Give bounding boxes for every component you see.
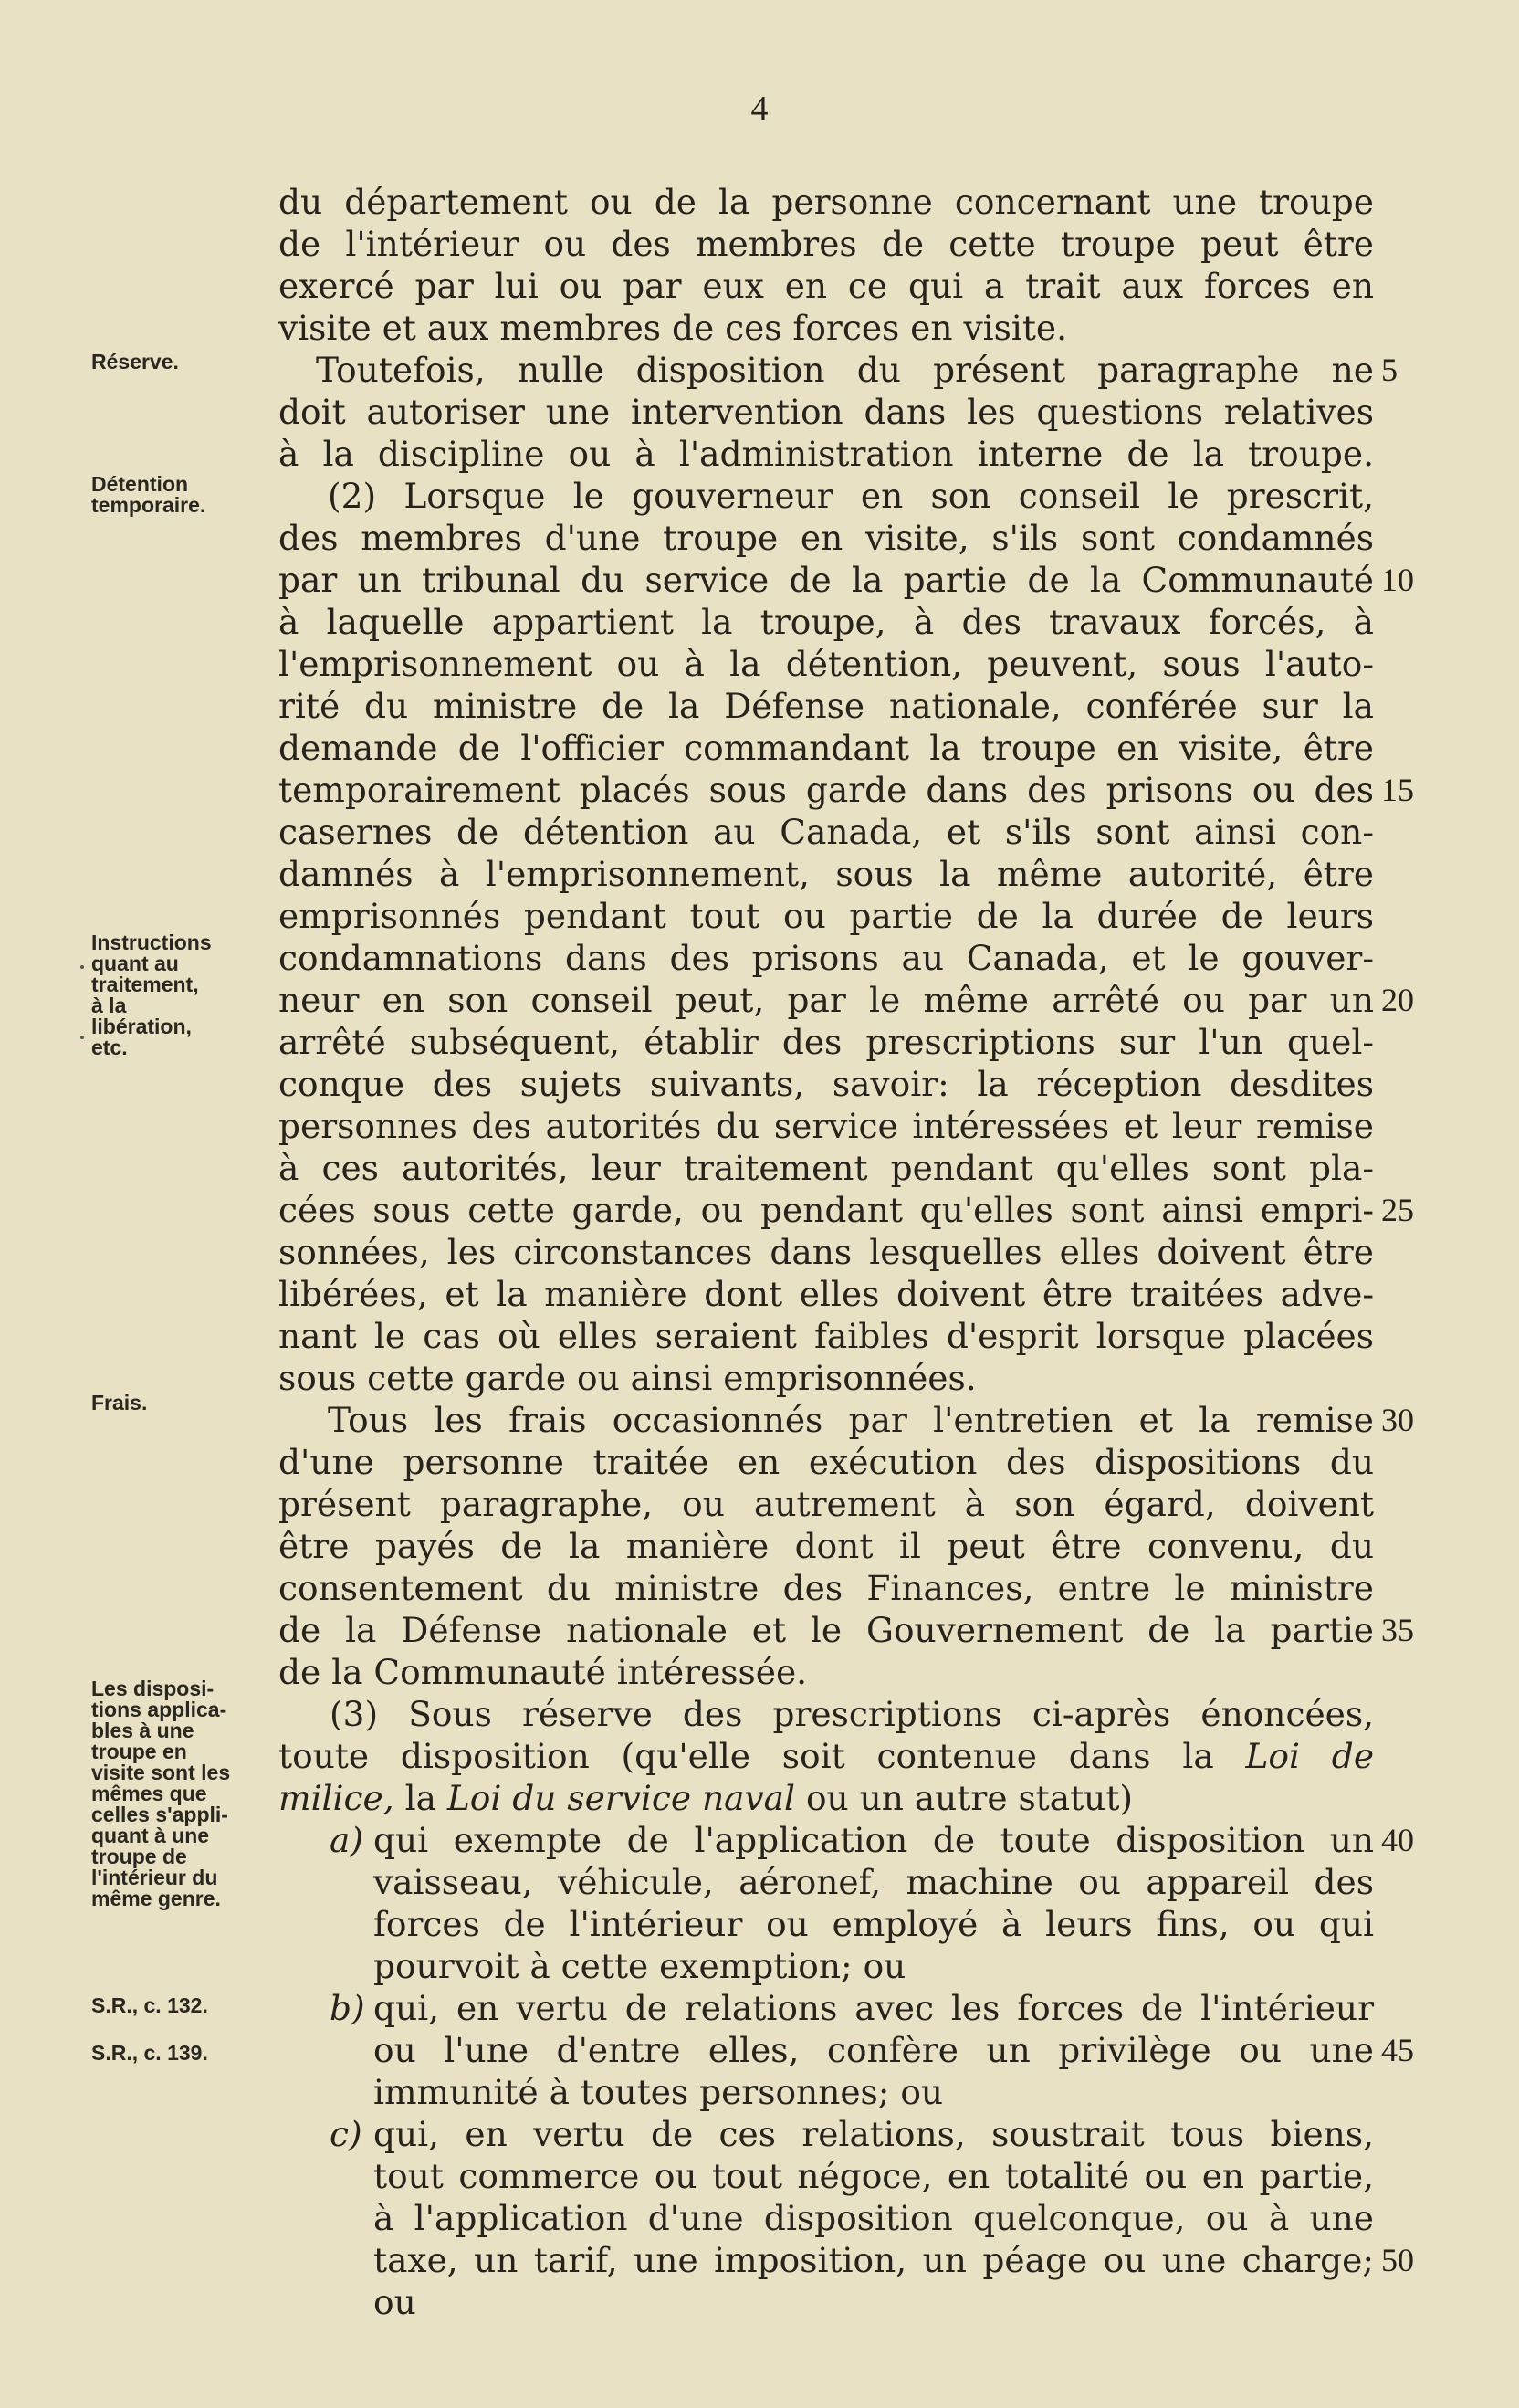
margin-note-instructions: Instructions quant au traitement, à la libération, etc.: [91, 931, 212, 1059]
text-line: d'une personne traitée en exécution des dispositions du: [278, 1442, 1374, 1482]
text-line: conque des sujets suivants, savoir: la réception desdites: [278, 1064, 1374, 1104]
text-line: présent paragraphe, ou autrement à son égard, doivent: [278, 1484, 1374, 1524]
line-number: 15: [1381, 772, 1414, 808]
text-line: à la discipline ou à l'administration interne de la troupe.: [278, 434, 1374, 474]
text-line: ou l'une d'entre elles, confère un privilège ou une: [373, 2030, 1374, 2070]
margin-note-sr-139: S.R., c. 139.: [91, 2041, 208, 2065]
text-line: damnés à l'emprisonnement, sous la même autorité, être: [278, 854, 1374, 894]
line-number: 35: [1381, 1612, 1414, 1648]
statute-title: milice,: [278, 1778, 394, 1818]
text-line: temporairement placés sous garde dans des prisons ou des: [278, 770, 1374, 810]
text-line: consentement du ministre des Finances, entre le ministre: [278, 1568, 1374, 1608]
text-segment: toute disposition (qu'elle soit contenue dans la: [278, 1736, 1214, 1776]
line-number: 25: [1381, 1192, 1414, 1228]
line-number: 5: [1381, 352, 1398, 388]
text-segment: la: [404, 1778, 436, 1818]
text-line: [278, 1735, 1374, 1777]
page-number: 4: [750, 89, 769, 128]
text-line: Tous les frais occasionnés par l'entretien et la remise: [328, 1400, 1374, 1440]
text-line: forces de l'intérieur ou employé à leurs fins, ou qui: [373, 1904, 1374, 1944]
text-line: des membres d'une troupe en visite, s'ils sont condamnés: [278, 518, 1374, 558]
line-number: 10: [1381, 562, 1414, 598]
text-line: l'emprisonnement ou à la détention, peuvent, sous l'auto-: [278, 644, 1374, 684]
text-line: qui exempte de l'application de toute disposition un: [373, 1820, 1374, 1860]
text-line: [278, 1777, 1374, 1819]
text-line: visite et aux membres de ces forces en visite.: [278, 308, 1068, 348]
text-line: par un tribunal du service de la partie de la Communauté: [278, 560, 1374, 600]
text-line: libérées, et la manière dont elles doivent être traitées adve-: [278, 1274, 1374, 1314]
statute-title: Loi de: [1245, 1736, 1375, 1776]
text-line: (2) Lorsque le gouverneur en son conseil le prescrit,: [328, 476, 1374, 516]
margin-dot-mark: [80, 1036, 84, 1039]
text-line: à laquelle appartient la troupe, à des travaux forcés, à: [278, 602, 1374, 642]
text-line: vaisseau, véhicule, aéronef, machine ou appareil des: [373, 1862, 1374, 1902]
text-line: (3) Sous réserve des prescriptions ci-après énoncées,: [330, 1694, 1374, 1734]
text-line: ou: [373, 2282, 416, 2322]
margin-note-sr-132: S.R., c. 132.: [91, 1993, 208, 2017]
margin-dot-mark: [80, 965, 84, 969]
line-number: 50: [1381, 2242, 1414, 2278]
text-segment: ou un autre statut): [805, 1778, 1134, 1818]
text-line: pourvoit à cette exemption; ou: [373, 1946, 906, 1986]
enum-label-c: c): [330, 2114, 362, 2154]
text-line: personnes des autorités du service intéressées et leur remise: [278, 1106, 1374, 1146]
text-line: qui, en vertu de ces relations, soustrait tous biens,: [373, 2114, 1374, 2154]
text-line: cées sous cette garde, ou pendant qu'elles sont ainsi empri-: [278, 1190, 1374, 1230]
text-line: neur en son conseil peut, par le même arrêté ou par un: [278, 980, 1374, 1020]
text-line: Toutefois, nulle disposition du présent paragraphe ne: [316, 350, 1374, 390]
text-line: demande de l'officier commandant la troupe en visite, être: [278, 728, 1374, 768]
line-number: 40: [1381, 1822, 1414, 1858]
text-line: tout commerce ou tout négoce, en totalité ou en partie,: [373, 2156, 1374, 2196]
text-line: casernes de détention au Canada, et s'ils sont ainsi con-: [278, 812, 1374, 852]
text-line: qui, en vertu de relations avec les forces de l'intérieur: [373, 1988, 1374, 2028]
enum-label-a: a): [330, 1820, 363, 1860]
margin-note-reserve: Réserve.: [91, 350, 179, 373]
text-line: sous cette garde ou ainsi emprisonnées.: [278, 1358, 977, 1398]
text-line: du département ou de la personne concernant une troupe: [278, 182, 1374, 222]
statute-title: Loi du service naval: [446, 1778, 796, 1818]
text-line: exercé par lui ou par eux en ce qui a trait aux forces en: [278, 266, 1374, 306]
text-line: emprisonnés pendant tout ou partie de la durée de leurs: [278, 896, 1374, 936]
text-line: nant le cas où elles seraient faibles d'esprit lorsque placées: [278, 1316, 1374, 1356]
text-line: à l'application d'une disposition quelconque, ou à une: [373, 2198, 1374, 2238]
text-line: doit autoriser une intervention dans les questions relatives: [278, 392, 1374, 432]
text-line: immunité à toutes personnes; ou: [373, 2072, 944, 2112]
line-number: 20: [1381, 982, 1414, 1018]
text-line: être payés de la manière dont il peut être convenu, du: [278, 1526, 1374, 1566]
text-line: taxe, un tarif, une imposition, un péage ou une charge;: [373, 2240, 1374, 2280]
text-line: de l'intérieur ou des membres de cette troupe peut être: [278, 224, 1374, 264]
text-line: à ces autorités, leur traitement pendant qu'elles sont pla-: [278, 1148, 1374, 1188]
text-line: de la Défense nationale et le Gouvernement de la partie: [278, 1610, 1374, 1650]
enum-label-b: b): [330, 1988, 365, 2028]
line-number: 30: [1381, 1402, 1414, 1438]
text-line: rité du ministre de la Défense nationale, conférée sur la: [278, 686, 1374, 726]
text-line: arrêté subséquent, établir des prescriptions sur l'un quel-: [278, 1022, 1374, 1062]
text-line: sonnées, les circonstances dans lesquelles elles doivent être: [278, 1232, 1374, 1272]
margin-note-detention: Détention temporaire.: [91, 472, 206, 517]
line-number: 45: [1381, 2032, 1414, 2068]
margin-note-frais: Frais.: [91, 1391, 148, 1414]
margin-note-dispositions: Les disposi- tions applica- bles à une troupe en visite sont les mêmes que celles s'appli- quant à une troupe de l'intérieur du même genre.: [91, 1677, 231, 1910]
text-line: condamnations dans des prisons au Canada, et le gouver-: [278, 938, 1374, 978]
text-line: de la Communauté intéressée.: [278, 1652, 808, 1692]
